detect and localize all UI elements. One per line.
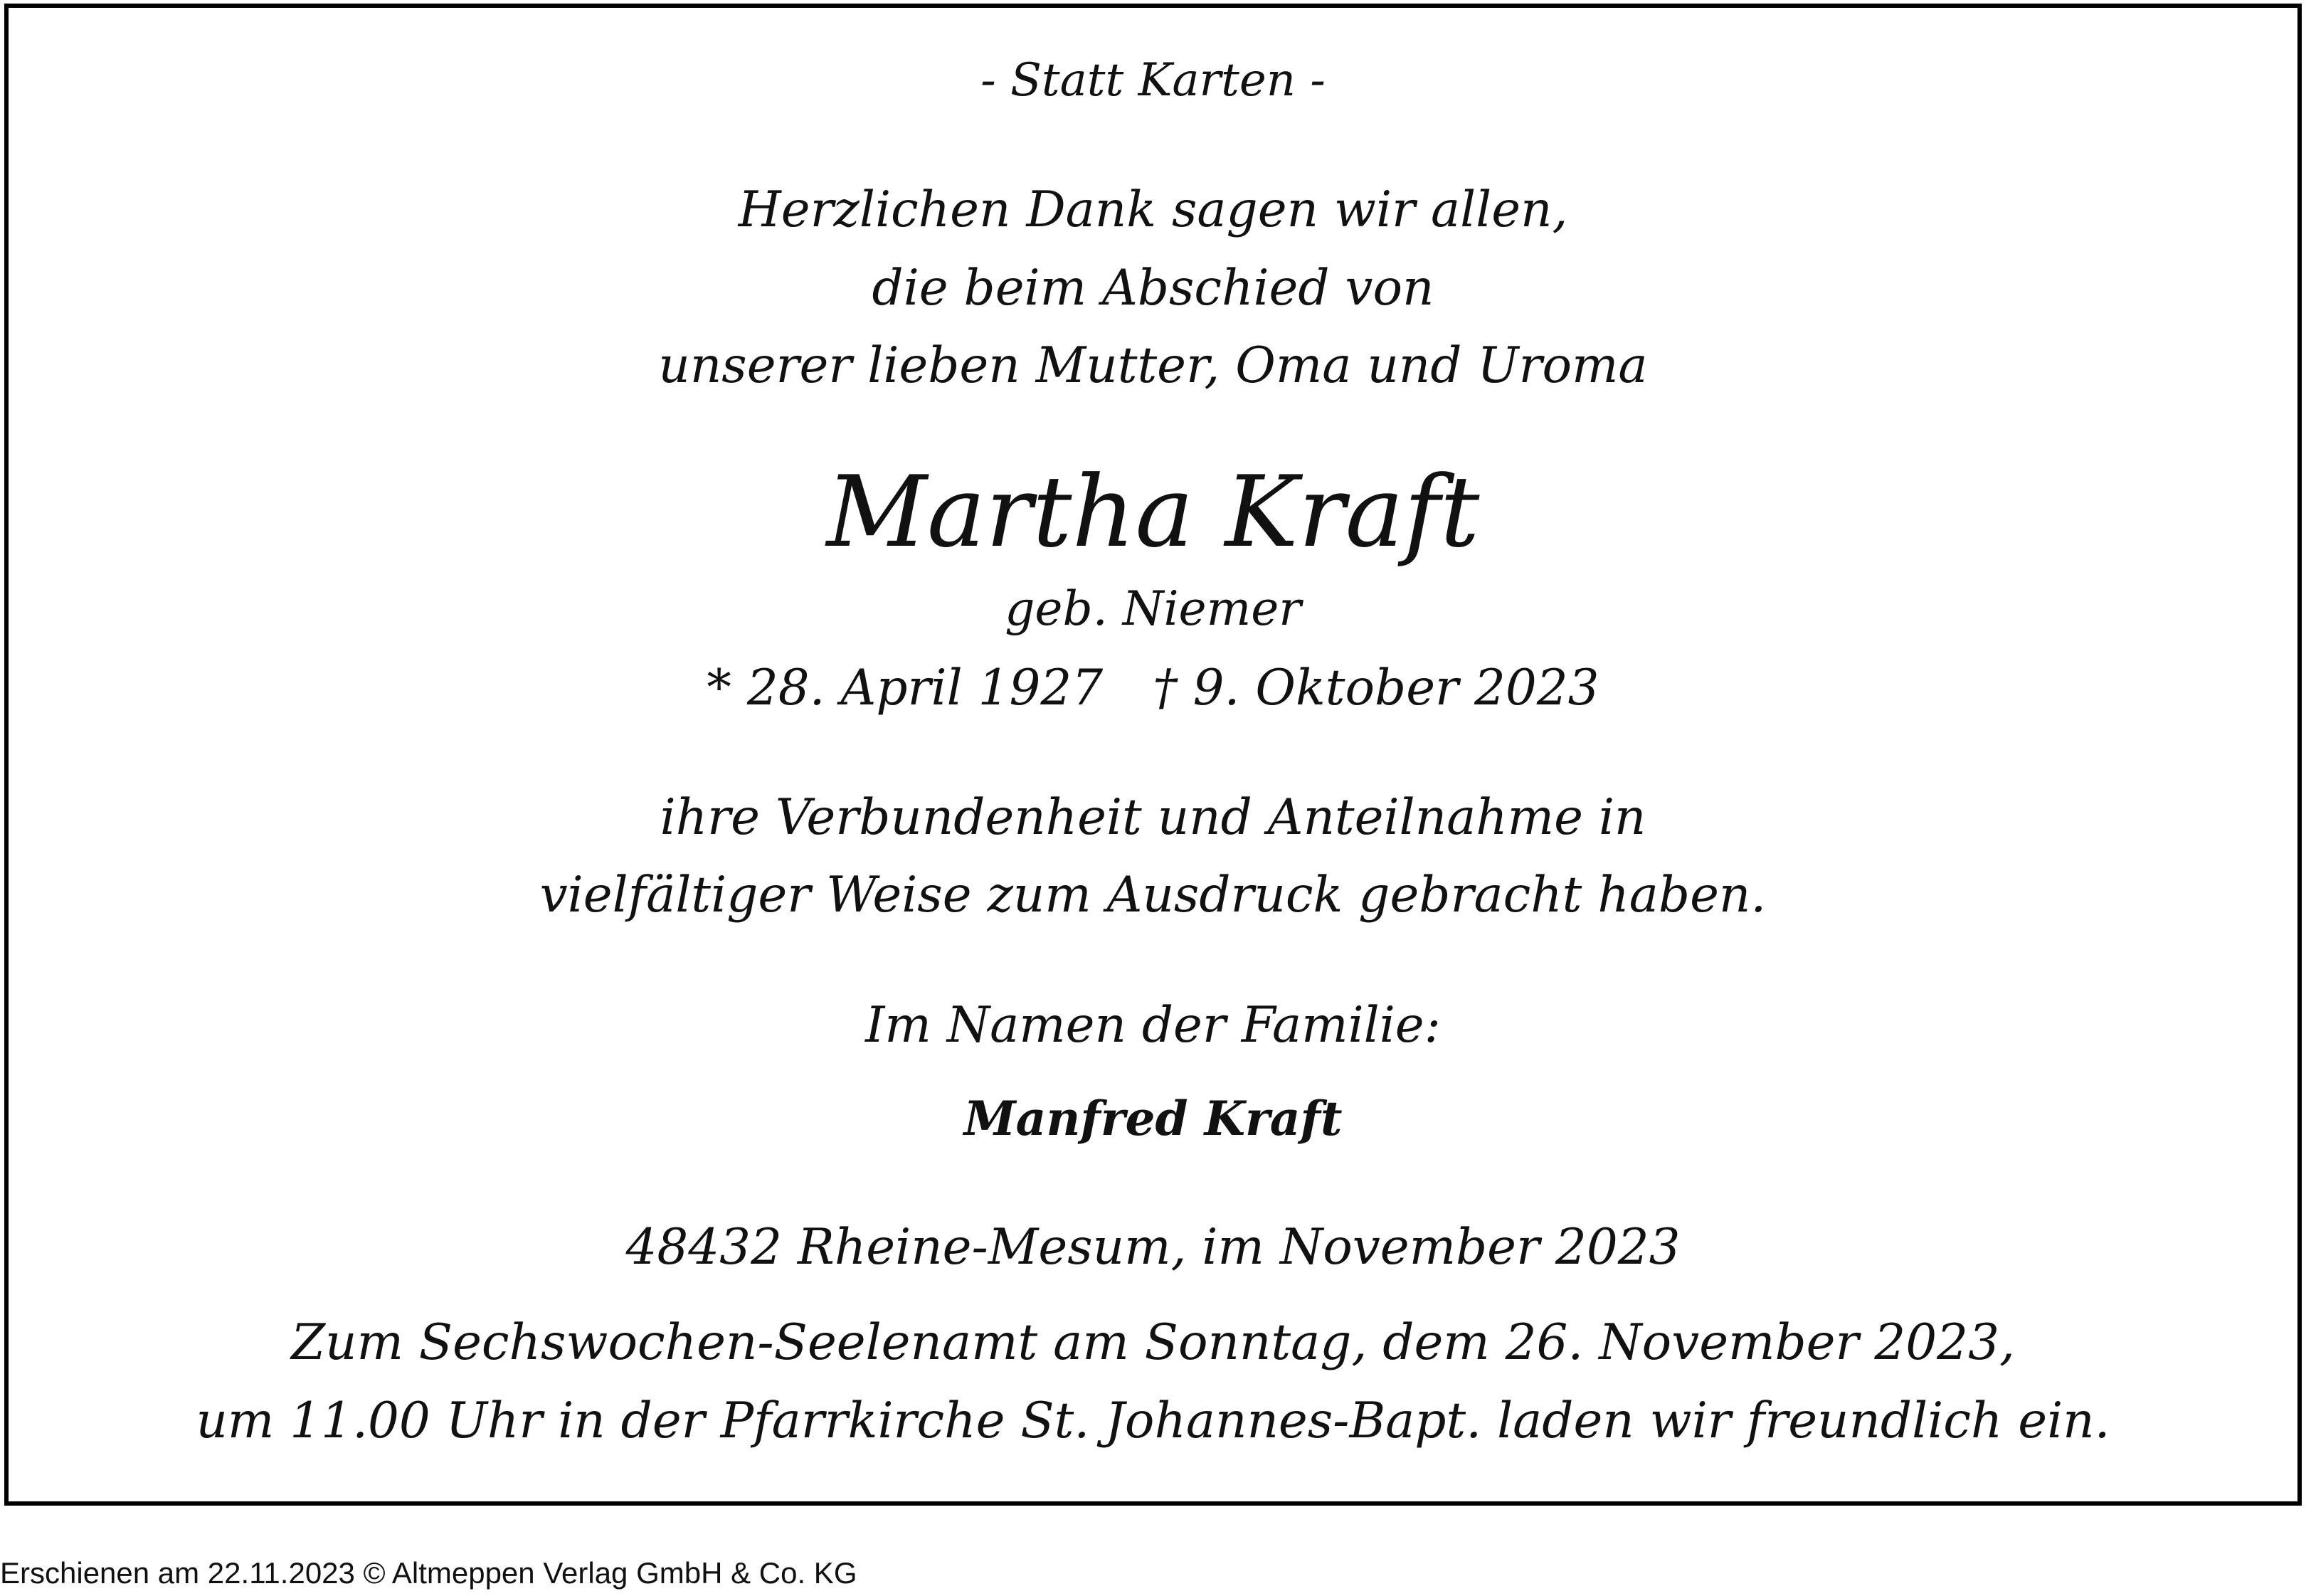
publication-note: Erschienen am 22.11.2023 © Altmeppen Verlag GmbH & Co. KG — [0, 1556, 857, 1590]
deceased-name: Martha Kraft — [826, 455, 1480, 569]
invitation-line: Zum Sechswochen-Seelenamt am Sonntag, dem 26. November 2023, — [291, 1314, 2015, 1371]
body-line: ihre Verbundenheit und Anteilnahme in — [660, 789, 1646, 846]
signer-name: Manfred Kraft — [963, 1091, 1343, 1146]
family-label: Im Namen der Familie: — [865, 997, 1441, 1054]
maiden-name: geb. Niemer — [1005, 581, 1301, 636]
thanks-line: Herzlichen Dank sagen wir allen, — [738, 181, 1568, 238]
body-line: vielfältiger Weise zum Ausdruck gebracht haben. — [539, 867, 1767, 924]
invitation-line: um 11.00 Uhr in der Pfarrkirche St. Johannes-Bapt. laden wir freundlich ein. — [196, 1392, 2110, 1449]
death-date: † 9. Oktober 2023 — [1153, 660, 1599, 717]
obituary-notice — [4, 4, 2302, 1506]
thanks-line: die beim Abschied von — [872, 260, 1434, 317]
life-dates — [9, 660, 2297, 717]
birth-date: * 28. April 1927 — [707, 660, 1104, 717]
notice-header: - Statt Karten - — [980, 54, 1326, 107]
place-date: 48432 Rheine-Mesum, im November 2023 — [625, 1219, 1681, 1276]
thanks-line: unserer lieben Mutter, Oma und Uroma — [658, 337, 1648, 394]
